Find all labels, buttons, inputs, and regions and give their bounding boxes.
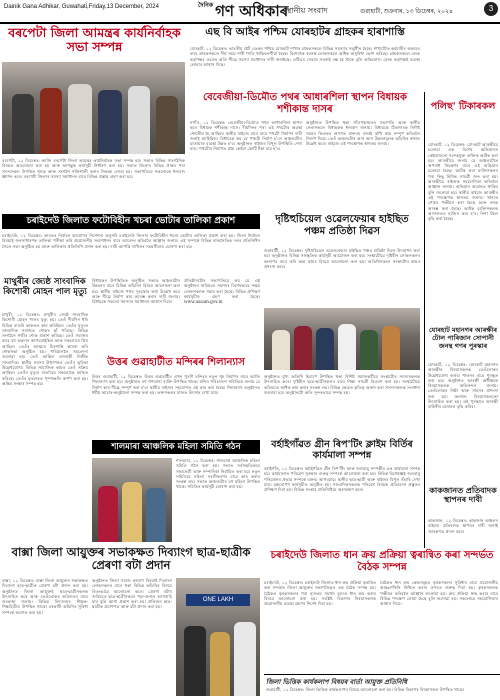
body-anniversary: গুৱাহাটী, ১২ ডিচেম্বৰ: দৃষ্টিহুচিয়েল ওৱেলফেয়াৰ হাইছিত পঞ্চম প্ৰতিষ্ঠা দিৱস উদযাপন কৰা হয়। অনুষ্ঠানত বিভিন্ন সাংস্কৃতিক কাৰ্যসূচী আয়োজন কৰা হয়। সংস্থাটোৱে দৃষ্টিহীন লোকসকলৰ কল্যাণৰ বাবে কৰি অহা কামৰ বিষয়ে আলোচনা কৰা হয়। অতিথিসকলে সংস্থাটোৰ কামৰ প্ৰশংসা কৰে। (264, 248, 420, 269)
body-paddy: চৰাইদেউ, ১২ ডিচেম্বৰ: চৰাইদেউ জিলাত ধান ক্ৰয় প্ৰক্ৰিয়া ত্বৰান্বিত কৰা সন্দৰ্ভত জিলা আয়ুক্তৰ সভাপতিত্বত এক বৈঠক সম্পন্ন হয়। বৈঠকত কৃষকসকলৰ পৰা ন্যূনতম সমৰ্থন মূল্যত ধান ক্ৰয় কৰাৰ বিষয়ে আলোচনা কৰা হয়। সংশ্লিষ্ট বিভাগৰ বিষয়াসকলক প্ৰয়োজনীয় ব্যৱস্থা গ্ৰহণৰ নিৰ্দেশ দিয়া হয়। (264, 580, 376, 607)
photo-barpeta-meeting (2, 62, 185, 154)
body-charaideo-voter: চৰাইদেউ, ১২ ডিচেম্বৰ: ভাৰতৰ নিৰ্বাচন আয়োগৰ নিৰ্দেশনা অনুসৰি চৰাইদেউ জিলাৰ ফটোবিহীন খচৰা ভোটাৰ তালিকা প্ৰকাশ কৰা হয়। জিলা নিৰ্বাচন বিষয়াই জনসাধাৰণক তালিকা পৰীক্ষা কৰি প্ৰয়োজনীয় সংশোধনৰ বাবে আবেদন কৰিবলৈ আহ্বান জনায়। এই সম্পৰ্কে বিভিন্ন ৰাজনৈতিক দলৰ প্ৰতিনিধিৰ সৈতে সভা অনুষ্ঠিত হয় আৰু তালিকাৰ প্ৰতিলিপি প্ৰদান কৰা হয়। দাবী আপত্তি দাখিলৰ সময়সীমাও ঘোষণা কৰা হয়। (2, 233, 260, 249)
headline-kakajan: কাকজানত প্ৰতিবাদক স্থাপনৰ দাবী (429, 486, 497, 505)
body-paddy-2: বৈঠকত ধান ক্ৰয় কেন্দ্ৰসমূহত কৃষকসকলৰ সুবিধাৰ বাবে প্ৰয়োজনীয় আন্তঃগাঁথনি নিশ্চিত কৰাৰ ওপৰত গুৰুত্ব দিয়া হয়। কৃষকসকলক পঞ্জীয়ন কৰিবলৈ আহ্বান জনোৱা হয়। ক্ৰয় প্ৰক্ৰিয়া স্বচ্ছ কৰাৰ বাবে বিভিন্ন পদক্ষেপ লোৱা হৈছে বুলি জনোৱা হয়। সকলোৱে সহযোগিতাৰ আশ্বাস দিয়ে। (380, 580, 498, 607)
body-column-2: বিধায়কৰ উপস্থিতিত অনুষ্ঠিত সভাত অঞ্চলটোৰ উন্নয়নৰ বাবে বিভিন্ন আঁচনিৰ বিষয়ে আলোচনা কৰা হয়। স্থানীয় ৰাইজে পথৰ দুৰৱস্থাৰ কথা উল্লেখ কৰে আৰু শীঘ্ৰে নিৰ্মাণ কাম আৰম্ভ কৰাৰ দাবী জনায়। বিধায়কে সকলো সমস্যাৰ সমাধানৰ আশ্বাস দিয়ে। (92, 278, 180, 305)
column-rule (424, 92, 425, 548)
headline-police-award: যোৰহাট মহানগৰ আৰক্ষীৰ টোল পাৰিজান সোপানী জনন্থ গণৰ পুৰস্কাৰ (428, 326, 498, 350)
body-road: নগাঁও, ১২ ডিচেম্বৰ: বেবেজীয়া-ডিমৌত পথৰ আধাৰশিলা স্থাপন কৰে বিধায়ক শশীকান্ত দাসে। দীৰ্ঘদিনৰ পৰা এই পথটোৰ অৱস্থা শোচনীয় হৈ আছিল। স্থানীয় ৰাইজে বাৰে বাৰে পথটো নিৰ্মাণৰ দাবী জনাই আহিছিল। বিধায়কে কয় যে পথটো নিৰ্মাণ হ'লে অঞ্চলটোৰ যাতায়াত ব্যৱস্থা উন্নত হ'ব। অনুষ্ঠানত ৰাইজৰ বিপুল উপস্থিতি দেখা যায়। পথটোৰ নিৰ্মাণত প্ৰায় কেইবা কোটি টকা ব্যয় হ'ব। (190, 120, 302, 152)
body-anniversary-2: অনুষ্ঠানত মুখ্য অতিথি হিচাপে উপস্থিত থকা বিশিষ্ট সমাজকৰ্মীয়ে সংস্থাটোৰ সদস্যসকলক উৎসাহিত কৰে। দৃষ্টিহীন ছাত্ৰ-ছাত্ৰীসকলৰ বাবে শিক্ষা সামগ্ৰী বিতৰণ কৰা হয়। সংস্থাটোৱে ভৱিষ্যতে অধিক কাম কৰাৰ সংকল্প লয়। বিভিন্ন ক্ষেত্ৰত কৃতিত্ব অৰ্জন কৰা সদস্যসকলক সংবৰ্ধনা জনোৱা হয়। অনুষ্ঠানটো অতি সুন্দৰভাৱে সম্পন্ন হয়। (264, 374, 420, 395)
bottom-strip-headline: জিলা ভিত্তিক কাৰ্যকলাপ বিষয়ৰ বাৰ্তা আয়ুক্ত প্ৰতিনিধি (266, 678, 407, 686)
edition-date-assamese: গুৱাহাটী, শুক্ৰবাৰ, ১৩ ডিচেম্বৰ, ২০২৪ (360, 9, 453, 15)
headline-paddy: চৰাইদেউ জিলাত ধান ক্ৰয় প্ৰক্ৰিয়া ত্বৰান্বিত কৰা সন্দৰ্ভত বৈঠক সম্পন্ন (270, 550, 494, 573)
body-salmara: শালমাৰা, ১২ ডিচেম্বৰ: শালমাৰা আঞ্চলিক মহিলা সমিতি গঠন কৰা হয়। সভাত সৰ্বসন্মতিক্ৰমে সভানেত্ৰী আৰু সম্পাদিকা নিৰ্বাচিত কৰা হয়। নতুন সমিতিয়ে মহিলা সবলীকৰণৰ বাবে কাম কৰাৰ সংকল্প লয়। সভাত অঞ্চলটোৰ বহু মহিলা উপস্থিত থাকে। সমিতিৰ কাৰ্যসূচী ঘোষণা কৰা হয়। (176, 458, 260, 490)
headline-barpeta: বৰপেটা জিলা আমন্ত্ৰৰ কাৰ্যনিৰ্বাহক সভা সম্পন্ন (8, 25, 181, 55)
body-baksa: বাক্সা, ১২ ডিচেম্বৰ: বাক্সা জিলা আয়ুক্তৰ সভাকক্ষত দিব্যাংগ ছাত্ৰ-ছাত্ৰীক প্ৰেৰণা বটা প্ৰদান কৰা হয়। অনুষ্ঠানত জিলা আয়ুক্তই ছাত্ৰ-ছাত্ৰীসকলক উৎসাহিত কৰে আৰু তেওঁলোকৰ ভৱিষ্যতৰ বাবে শুভেচ্ছা জনায়। বিভিন্ন বিদ্যালয়ৰ শিক্ষক-শিক্ষয়িত্ৰীও উপস্থিত থাকে। চৰকাৰী আঁচনিৰ সুবিধা সম্পৰ্কে অৱগত কৰা হয়। (2, 578, 88, 615)
section-title: স্থানীয় সংবাদ (286, 6, 328, 15)
body-temple: উত্তৰ গুৱাহাটী, ১২ ডিচেম্বৰ: উত্তৰ গুৱাহাটীৰ এখন পুৰণি মন্দিৰৰ নতুন গৃহ নিৰ্মাণৰ বাবে আজি শিলান্যাস কৰা হয়। অনুষ্ঠানত বহু গণ্যমান্য ব্যক্তি উপস্থিত থাকে। মন্দিৰ পৰিচালনা সমিতিয়ে জনায় যে নিৰ্মাণ কাম শীঘ্ৰে সম্পূৰ্ণ কৰা হ'ব। স্থানীয় ৰাইজৰ সহযোগত এই কাম কৰা হৈছে। শিলান্যাস অনুষ্ঠানত ধৰ্মীয় আচাৰ-অনুষ্ঠানো সম্পন্ন কৰা হয়। ভক্তসকলৰ মাজত উৎসাহ দেখা যায়। (92, 374, 260, 395)
edition-date: Dainik Gana Adhikar, Guwahati,Friday,13 December, 2024 (4, 4, 159, 10)
headline-police: পলিছ' টিকাৰকল (430, 101, 496, 112)
body-sbi: যোৰহাট, ১২ ডিচেম্বৰ: ভাৰতীয় ষ্টেট বেংকৰ পশ্চিম যোৰহাট শাখাৰ গ্ৰাহকসকলে বিভিন্ন সমস্যাৰ সন্মুখীন হৈছে। শাখাটোত কৰ্মচাৰীৰ অভাৱৰ বাবে গ্ৰাহকসকলে দীৰ্ঘ সময় শাৰী পাতি থাকিবলগীয়া হৈছে। বিশেষকৈ বয়সস্থ লোকসকলে অধিক অসুবিধা ভোগ কৰিছে। গ্ৰাহকসকলে বেংক কৰ্তৃপক্ষৰ ওচৰত অতি শীঘ্ৰে সমস্যা সমাধানৰ দাবী জনাইছে। এটিএম সেৱাও সঘনাই বন্ধ হৈ থাকে বুলি অভিযোগ। বেংক কৰ্তৃপক্ষই ব্যৱস্থা লোৱাৰ আশ্বাস দিছে। (190, 46, 420, 67)
body-police-award: যোৰহাট, ১২ ডিচেম্বৰ: যোৰহাট মহানগৰ আৰক্ষীৰ বিষয়াসকলক তেওঁলোকৰ উল্লেখযোগ্য কৰ্তব্য পালনৰ বাবে পুৰস্কৃত কৰা হয়। অনুষ্ঠানত আৰক্ষী অধীক্ষকে বিষয়াসকলক অভিনন্দন জনায়। তেওঁলোকৰ নিষ্ঠা আৰু সাহসৰ প্ৰশংসা কৰা হয়। অন্যান্য বিষয়াসকলকো উৎসাহিত কৰা হয়। এই পুৰস্কাৰে আৰক্ষী বাহিনীৰ মনোবল বৃদ্ধি কৰিব। (428, 362, 498, 410)
photo-anniversary (264, 308, 420, 370)
side-box-1 (428, 94, 498, 140)
body-road-2: অনুষ্ঠানত উপস্থিত থকা গাঁওপঞ্চায়তৰ সভাপতি আৰু স্থানীয় নেতাসকলে বিধায়কক ধন্যবাদ জনায়। বিধায়কে ঠিকাদাৰক নিৰ্দিষ্ট সময়ৰ ভিতৰত গুণগত মানদণ্ড বজাই ৰাখি কাম সম্পূৰ্ণ কৰিবলৈ নিৰ্দেশ দিয়ে। তেওঁ অঞ্চলটোৰ আন আন উন্নয়নমূলক আঁচনিৰ কথাও উল্লেখ কৰে। ৰাইজে এই পদক্ষেপক স্বাগতম জনায়। (306, 120, 420, 147)
headline-anniversary: দৃষ্টিহুচিয়েল ওৱেলফেয়াৰ হাইছিত পঞ্চম প্ৰতিষ্ঠা দিৱস (275, 214, 409, 237)
body-kakajan: কাকজান, ১২ ডিচেম্বৰ: কাকজান অঞ্চলৰ ৰাইজে প্ৰতিবাদক স্থাপনৰ দাবী জনাই স্মাৰকপত্ৰ প্ৰদান কৰে। (428, 518, 498, 534)
body-climate: বৰ্হাইগাঁও, ১২ ডিচেম্বৰ: বৰ্হাইগাঁৱত গ্ৰীন ৰিপ'টিং আৰু জলবায়ু সম্পৰ্কীয় এক কাৰ্যমালা সম্পন্ন হয়। কাৰ্যমালাত পৰিৱেশ সুৰক্ষাৰ গুৰুত্ব সম্পৰ্কে আলোচনা কৰা হয়। বিভিন্ন বিশেষজ্ঞই জলবায়ু পৰিৱৰ্তনৰ প্ৰভাৱ সম্পৰ্কে বক্তব্য আগবঢ়ায়। স্থানীয় ছাত্ৰ-ছাত্ৰী আৰু ৰাইজৰ বিপুল সঁহাৰি দেখা যায়। বৃক্ষৰোপণ কাৰ্যসূচীও অনুষ্ঠিত হয়। সাংবাদিকসকলক পৰিৱেশ বিষয়ক প্ৰতিবেদন প্ৰস্তুতৰ প্ৰশিক্ষণ দিয়া হয়। বিভিন্ন সংস্থাৰ প্ৰতিনিধিয়ে অংশগ্ৰহণ কৰে। (264, 466, 420, 493)
headline-salmara: শালমাৰা আঞ্চলিক মহিলা সমিতি গঠন (92, 440, 260, 454)
body-baksa-2: অনুষ্ঠানত জিলা সমাজ কল্যাণ বিষয়াই দিব্যাংগ লোকসকলৰ বাবে থকা বিভিন্ন আঁচনিৰ বিষয়ে বিতংভাৱে আলোচনা কৰে। প্ৰেৰণা বটাৰ জৰিয়তে ছাত্ৰ-ছাত্ৰীসকলে পঢ়া-শুনাত আগবাঢ়ি যাব বুলি আশা প্ৰকাশ কৰা হয়। প্ৰতিজন ছাত্ৰ-ছাত্ৰীক প্ৰমাণপত্ৰ আৰু বটা প্ৰদান কৰা হয়। (92, 578, 172, 610)
headline-baksa: বাক্সা জিলা আয়ুক্তৰ সভাকক্ষত দিব্যাংগ ছাত্ৰ-ছাত্ৰীক প্ৰেৰণা বটা প্ৰদান (11, 545, 251, 573)
divider-bottom (264, 674, 500, 675)
photo-salmara (92, 458, 172, 542)
masthead-prefix: দৈনিক (198, 2, 214, 9)
headline-sbi: এছ বি আইৰ পশ্চিম যোৰহাটৰ গ্ৰাহকৰ হাৰাশাস্তি (205, 26, 405, 38)
headline-road: বেবেজীয়া-ডিমৌত পথৰ আধাৰশিলা স্থাপন বিধায়ক শশীকান্ত দাসৰ (203, 92, 407, 115)
body-police: যোৰহাট, ১২ ডিচেম্বৰ: যোৰহাট আৰক্ষীয়ে চলোৱা এক বিশেষ অভিযানত কেইবাজনো সন্দেহযুক্ত ব্যক্তিক আটক কৰা হয়। আৰক্ষীয়ে জনায় যে অঞ্চলটোত অপৰাধ নিয়ন্ত্ৰণৰ বাবে এই অভিযান চলোৱা হৈছে। আটক কৰা ব্যক্তিসকলৰ পৰা কিছু নিষিদ্ধ সামগ্ৰী জব্দ কৰা হয়। আৰক্ষীয়ে ৰাইজক সহযোগিতা কৰিবলৈ আহ্বান জনায়। অভিযান অব্যাহত থাকিব বুলি জনোৱা হয়। স্থানীয় ৰাইজে আৰক্ষীৰ এই পদক্ষেপক স্বাগতম জনায়। থানাত গোচৰ পঞ্জীয়ন কৰা হৈছে আৰু তদন্ত আৰম্ভ কৰা হৈছে। আটক ব্যক্তিসকলক আদালতত হাজিৰ কৰা হ'ব। নিশা টহল বৃদ্ধি কৰা হৈছে। (428, 142, 498, 222)
award-banner: ONE LAKH (186, 594, 250, 606)
headline-climate: বৰ্হাইগাঁৱত গ্ৰীন ৰিপ'টিং ক্লাইম বিৰ্তিৰ কাৰ্যমালা সম্পন্ন (271, 439, 413, 461)
bottom-strip-body: গুৱাহাটী, ১২ ডিচেম্বৰ: জিলা ভিত্তিক কাৰ্যকলাপৰ বিষয়ে আলোচনা কৰা হয়। বিভিন্ন বিভাগৰ বিষয়াসকল উপস্থিত থাকে। (266, 687, 465, 692)
photo-baksa-award (176, 578, 260, 696)
body-barpeta: বৰপেটা, ১২ ডিচেম্বৰ: আজি বৰপেটা জিলা আমন্ত্ৰৰ কাৰ্যনিৰ্বাহক সভা সম্পন্ন হয়। সভাত বিভিন্ন সাংগঠনিক বিষয়ত আলোচনা কৰা হয় আৰু আগন্তুক কাৰ্যসূচী নিৰ্ধাৰণ কৰা হয়। সভাত জিলাৰ বিভিন্ন প্ৰান্তৰ পৰা সদস্যসকল উপস্থিত থাকে আৰু সংগঠন শক্তিশালী কৰাৰ সিদ্ধান্ত লোৱা হয়। সভাপতিয়ে সকলোকে ধন্যবাদ জ্ঞাপন কৰে। বৰপেটা জিলাৰ সমস্যা সমাধানৰ বাবে বিভিন্ন প্ৰস্তাৱ গ্ৰহণ কৰা হয়। (2, 158, 185, 179)
masthead-title: গণ অধিকাৰ (215, 2, 289, 20)
headline-obituary: মাথুৰীৰ জ্যেষ্ঠ সাংবাদিক কিশোৰী মোহন পাল মৃত্যু (3, 277, 87, 297)
body-column-3: প্ৰতিষ্ঠানটোৰ সভাপতিয়ে কয় যে এই অনুষ্ঠানৰ জৰিয়তে সমাজৰ বিশেষভাৱে সক্ষম লোকসকলক সহায় কৰা হৈছে। বিভিন্ন প্ৰশিক্ষণ কাৰ্যসূচীও গ্ৰহণ কৰা হৈছে। www.assam.gov.in (184, 278, 260, 305)
masthead-logo (198, 0, 288, 25)
headline-charaideo-voter: চৰাইদেউ জিলাত ফটোবিহীন খচৰা ভোটাৰ তালিকা প্ৰকাশ (2, 214, 260, 229)
headline-temple: উত্তৰ গুৱাহাটীত মন্দিৰৰ শিলান্যাস (107, 357, 245, 368)
page-number: 3 (484, 2, 498, 16)
body-obituary: মাথুৰী, ১২ ডিচেম্বৰ: মাথুৰীৰ জ্যেষ্ঠ সাংবাদিক কিশোৰী মোহন পালৰ মৃত্যু হয়। তেওঁ দীৰ্ঘদিন ধৰি বিভিন্ন বাতৰি কাকতত কাম কৰিছিল। তেওঁৰ মৃত্যুত সাংবাদিক সমাজত শোকৰ ছাঁ পৰিছে। বিভিন্ন সংগঠনে গভীৰ শোক প্ৰকাশ কৰিছে। তেওঁ সমাজৰ বাবে বহু অৱদান আগবঢ়াইছিল আৰু সকলোৰে প্ৰিয় আছিল। তেওঁৰ আত্মাৰ চিৰশান্তি কামনা কৰি শোকসভা অনুষ্ঠিত হয়। পৰিয়াললৈ সমবেদনা জনোৱা হয়। তেওঁ আছিল এগৰাকী নিৰ্ভীক সাংবাদিক। স্থানীয় সমস্যা উত্থাপনত তেওঁৰ ভূমিকা উল্লেখযোগ্য। বিভিন্ন সামাজিক কামত তেওঁ সক্ৰিয় আছিল। তেওঁৰ মৃত্যুৰ বাতৰিয়ে সকলোকে মৰ্মাহত কৰিছে। তেওঁৰ মৃতদেহত পুষ্পাঞ্জলি অৰ্পণ কৰা হয়। অন্তিম সংস্কাৰ সম্পন্ন হয়। (2, 312, 88, 386)
